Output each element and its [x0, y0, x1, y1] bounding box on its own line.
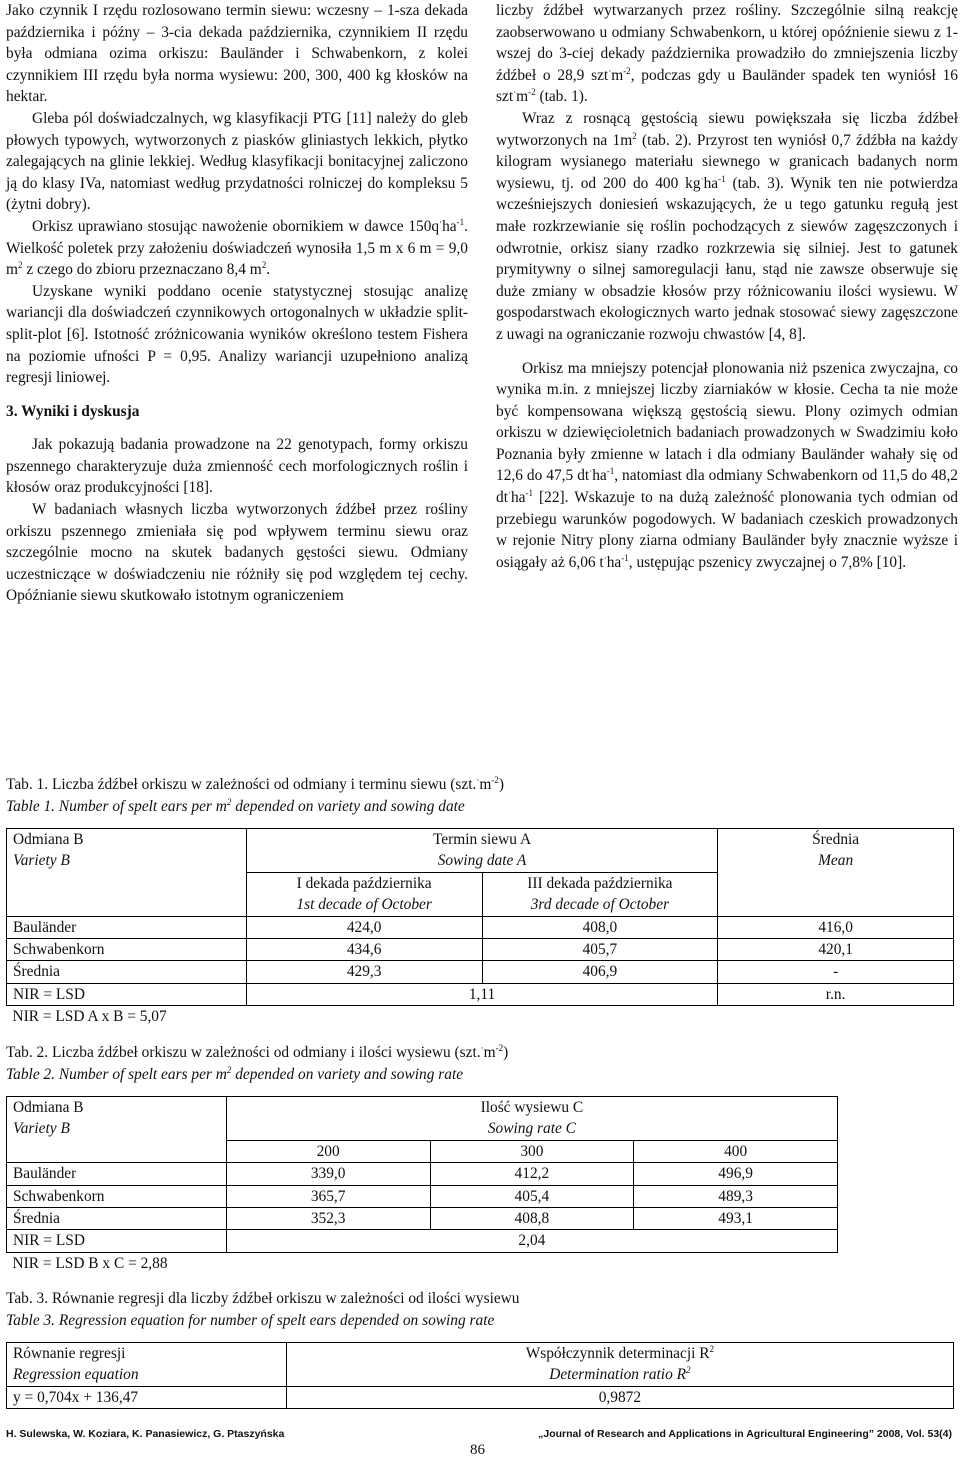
header-sowing-rate: Ilość wysiewu C Sowing rate C — [226, 1097, 837, 1141]
table-row: Średnia 352,3 408,8 493,1 — [7, 1208, 838, 1230]
left-column — [6, 0, 468, 607]
table-row: NIR = LSD 2,04 — [7, 1230, 838, 1252]
paragraph: Gleba pól doświadczalnych, wg klasyfikacji PTG [11] należy do gleb płowych typowych, wytworzonych z piasków gliniastych lekkich, płytko zalegających na glinie lekkiej. Według klasyfikacji bonitacyjnej zaliczono ją do klasy IVa, natomiast według przydatności rolniczej do kompleksu 5 (żytni dobry). — [6, 109, 468, 214]
paragraph: W badaniach własnych liczba wytworzonych źdźbeł przez rośliny orkiszu pszennego zmieniała się pod wpływem terminu siewu oraz szczególnie mocno na skutek badanych gęstości siewu. Odmiany uczestniczące w doświadczeniu nie różniły się pod względem tej cechy. Opóźnianie siewu skutkowało istotnym ograniczeniem — [6, 501, 468, 605]
table-row: Bauländer 339,0 412,2 496,9 — [7, 1163, 838, 1185]
table-row: Schwabenkorn 434,6 405,7 420,1 — [7, 939, 954, 961]
header-decade-3: III dekada października 3rd decade of October — [482, 872, 718, 916]
paragraph: Orkisz ma mniejszy potencjał plonowania niż pszenica zwyczajna, co wynika m.in. z mniejszej liczby ziarniaków w kłosie. Cecha ta nie może być kompensowana większą gęstością siewu. Plony ozimych odmian orkiszu w dziewięcioletnich badaniach prowadzonych w Swadzimiu koło Poznania były zmienne w latach i dla odmiany Bauländer wahały się od 12,6 do 47,5 $dt^\cdot ha^{-1}$, natomiast dla odmiany Schwabenkorn od 11,5 do 48,2 $dt^\cdot ha^{-1}$ [22]. Wskazuje to na dużą zależność plonowania tych odmian od przebiegu warunków pogodowych. W badaniach czeskich prowadzonych w rejonie Nitry plony ziarna odmiany Bauländer były znacznie wyższe i osiągały aż 6,06 $t^\cdot ha^{-1}$, ustępując pszenicy zwyczajnej o 7,8% [10]. — [496, 359, 958, 571]
paragraph: liczby źdźbeł wytwarzanych przez rośliny. Szczególnie silną reakcję zaobserwowano u odmiany Schwabenkorn, u której opóźnienie siewu z 1-wszej do 3-ciej dekady października prowadziło do zmniejszenia liczby źdźbeł o 28,9 $szt^\cdot m^{-2}$, podczas gdy u Bauländer spadek ten wyniósł 16 $szt^\cdot m^{-2}$ (tab. 1). — [496, 2, 958, 106]
paragraph: Jako czynnik I rzędu rozlosowano termin siewu: wczesny – 1-sza dekada października i późny – 3-cia dekada października, czynnikiem II rzędu była odmiana ozima orkiszu: Bauländer i Schwabenkorn, z kolei czynnikiem III rzędu była norma wysiewu: 200, 300, 400 kg kłosków na hektar. — [6, 2, 468, 106]
section-heading: 3. Wyniki i dyskusja — [6, 402, 140, 420]
footer-journal: „Journal of Research and Applications in Agricultural Engineering” 2008, Vol. 53(4) — [538, 1428, 952, 1440]
table-3 — [6, 1342, 954, 1409]
right-column — [496, 0, 958, 573]
table-2-caption: Tab. 2. Liczba źdźbeł orkiszu w zależności od odmiany i ilości wysiewu $(szt.^\cdot m^{-2})$ Table 2. Number of spelt ears per $m^2$ depended on variety and sowing rate — [6, 1042, 509, 1083]
header-decade-1: I dekada października 1st decade of October — [246, 872, 482, 916]
table-3-caption: Tab. 3. Równanie regresji dla liczby źdźbeł orkiszu w zależności od ilości wysiewu Table 3. Regression equation for number of spelt ears depended on sowing rate — [6, 1290, 520, 1329]
header-mean: Średnia Mean — [718, 829, 954, 917]
table-row: NIR = LSD 1,11 r.n. — [7, 983, 954, 1005]
table-row: NIR = LSD A x B = 5,07 — [12, 1008, 167, 1026]
table-row: NIR = LSD B x C = 2,88 — [12, 1254, 168, 1272]
table-row: Schwabenkorn 365,7 405,4 489,3 — [7, 1185, 838, 1207]
table-1-caption: Tab. 1. Liczba źdźbeł orkiszu w zależności od odmiany i terminu siewu $(szt.^\cdot m^{-2})$ Table 1. Number of spelt ears per $m^2$ depended on variety and sowing date — [6, 774, 504, 815]
page-number: 86 — [470, 1442, 485, 1458]
header-variety: Odmiana B Variety B — [7, 829, 247, 917]
header-determination: Współczynnik determinacji $R^2$ Determination ratio $R^2$ — [286, 1343, 953, 1387]
table-row: Średnia 429,3 406,9 - — [7, 961, 954, 983]
header-sowing-date: Termin siewu A Sowing date A — [246, 829, 718, 873]
footer-authors: H. Sulewska, W. Koziara, K. Panasiewicz, G. Ptaszyńska — [6, 1428, 285, 1440]
table-row: y = 0,704x + 136,47 0,9872 — [7, 1386, 954, 1408]
paragraph: Orkisz uprawiano stosując nawożenie obornikiem w dawce $150q^\cdot ha^{-1}$. Wielkość poletek przy założeniu doświadczeń wynosiła 1,5 m x 6 m = 9,0 $m^2$ z czego do zbioru przeznaczano 8,4 $m^2$. — [6, 216, 468, 279]
paragraph: Uzyskane wyniki poddano ocenie statystycznej stosując analizę wariancji dla doświadczeń czynnikowych ortogonalnych w układzie split-split-plot [6]. Istotność zróżnicowania wyników określono testem Fishera na poziomie ufności P = 0,95. Analizy wariancji uzupełniono analizą regresji liniowej. — [6, 282, 468, 387]
paragraph: Wraz z rosnącą gęstością siewu powiększała się liczba źdźbeł wytworzonych na $1m^2$ (tab. 2). Przyrost ten wyniósł 0,7 źdźbła na każdy kilogram wysianego materiału siewnego w granicach badanych norm wysiewu, tj. od 200 do 400 $kg^\cdot ha^{-1}$ (tab. 3). Wynik ten nie potwierdza wcześniejszych doniesień wskazujących, że u tego gatunku regułą jest małe rozkrzewianie się roślin pochodzących z siewów zagęszczonych i odwrotnie, orkisz siany rzadko rozkrzewia się silniej. Jest to gatunek prymitywny o silnej samoregulacji łanu, stąd nie zawsze obserwuje się duże zmiany w obsadzie kłosów przy różnicowaniu ilości wysiewu. W gospodarstwach ekologicznych warto jednak stosować siewy zagęszczone z uwagi na ograniczanie rozwoju chwastów [4, 8]. — [496, 109, 958, 343]
header-equation: Równanie regresji Regression equation — [7, 1343, 287, 1387]
paragraph: Jak pokazują badania prowadzone na 22 genotypach, formy orkiszu pszennego charakteryzuje duża zmienność cech morfologicznych roślin i kłosów oraz produkcyjności [18]. — [6, 436, 468, 497]
header-variety: Odmiana B Variety B — [7, 1097, 227, 1163]
table-1 — [6, 828, 954, 1028]
table-2: Odmiana B Variety B Ilość wysiewu C Sowing rate C 200 300 400 Bauländer 339,0 412,2 496,9 Schwabenkorn 365,7 405,4 489,3 Średnia 352,3 408,8 493,1 NIR = LSD 2,04 NIR = LSD B x C = 2,88 — [6, 1096, 838, 1274]
table-row: Bauländer 424,0 408,0 416,0 — [7, 916, 954, 938]
